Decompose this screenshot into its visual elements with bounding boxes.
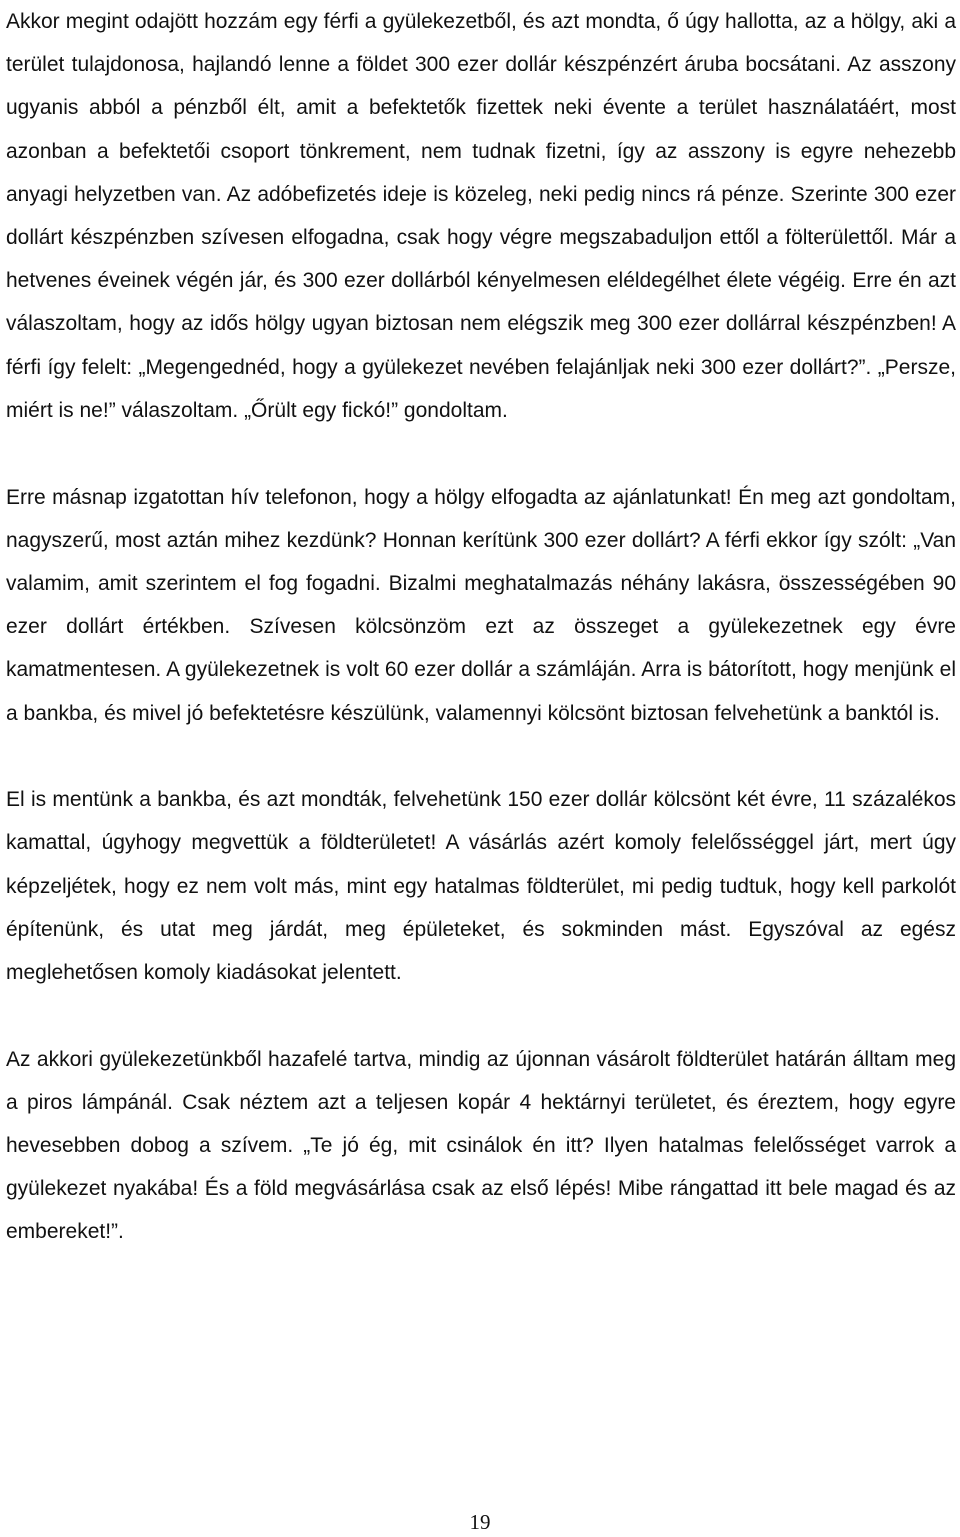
document-page bbox=[6, 0, 956, 1254]
page-number: 19 bbox=[469, 1510, 491, 1534]
paragraph: Akkor megint odajött hozzám egy férfi a gyülekezetből, és azt mondta, ő úgy hallotta, az a hölgy, aki a terület tulajdonosa, hajlandó lenne a földet 300 ezer dollár készpénzért áruba bocsátani. Az asszony ugyanis abból a pénzből élt, amit a befektetők fizettek neki évente a terület használatáért, most azonban a befektetői csoport tönkrement, nem tudnak fizetni, így az asszony is egyre nehezebb anyagi helyzetben van. Az adóbefizetés ideje is közeleg, neki pedig nincs rá pénze. Szerinte 300 ezer dollárt készpénzben szívesen elfogadna, csak hogy végre megszabaduljon ettől a fölterülettől. Már a hetvenes éveinek végén jár, és 300 ezer dollárból kényelmesen eléldegélhet élete végéig. Erre én azt válaszoltam, hogy az idős hölgy ugyan biztosan nem elégszik meg 300 ezer dollárral készpénzben! A férfi így felelt: „Megengednéd, hogy a gyülekezet nevében felajánljak neki 300 ezer dollárt?”. „Persze, miért is ne!” válaszoltam. „Őrült egy fickó!” gondoltam. bbox=[6, 10, 956, 422]
paragraph: El is mentünk a bankba, és azt mondták, felvehetünk 150 ezer dollár kölcsönt két évre, 11 százalékos kamattal, úgyhogy megvettük a földterületet! A vásárlás azért komoly felelősséggel járt, mert úgy képzeljétek, hogy ez nem volt más, mint egy hatalmas földterület, mi pedig tudtuk, hogy kell parkolót építenünk, és utat meg járdát, meg épületeket, és sokminden mást. Egyszóval az egész meglehetősen komoly kiadásokat jelentett. bbox=[6, 788, 956, 985]
paragraph: Az akkori gyülekezetünkből hazafelé tartva, mindig az újonnan vásárolt földterület határán álltam meg a piros lámpánál. Csak néztem azt a teljesen kopár 4 hektárnyi területet, és éreztem, hogy egyre hevesebben dobog a szívem. „Te jó ég, mit csinálok én itt? Ilyen hatalmas felelősséget varrok a gyülekezet nyakába! És a föld megvásárlása csak az első lépés! Mibe rángattad itt bele magad és az embereket!”. bbox=[6, 1047, 956, 1244]
paragraph: Erre másnap izgatottan hív telefonon, hogy a hölgy elfogadta az ajánlatunkat! Én meg azt gondoltam, nagyszerű, most aztán mihez kezdünk? Honnan kerítünk 300 ezer dollárt? A férfi ekkor így szólt: „Van valamim, amit szerintem el fog fogadni. Bizalmi meghatalmazás néhány lakásra, összességében 90 ezer dollárt értékben. Szívesen kölcsönzöm ezt az összeget a gyülekezetnek egy évre kamatmentesen. A gyülekezetnek is volt 60 ezer dollár a számláján. Arra is bátorított, hogy menjünk el a bankba, és mivel jó befektetésre készülünk, valamennyi kölcsönt biztosan felvehetünk a banktól is. bbox=[6, 485, 956, 725]
